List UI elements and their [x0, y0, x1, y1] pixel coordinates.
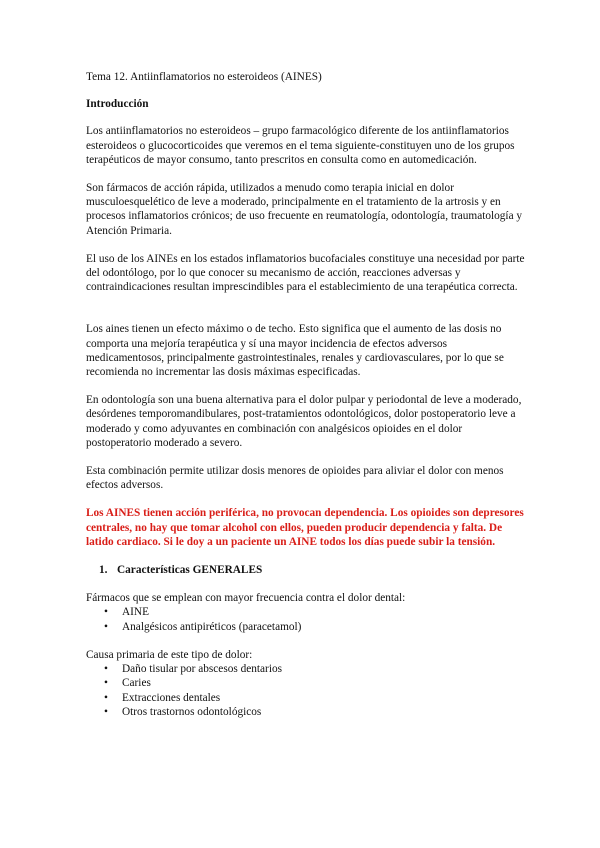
- document-page: [86, 70, 526, 733]
- paragraph-1: Los antiinflamatorios no esteroideos – grupo farmacológico diferente de los antiinflamatorios esteroideos o glucocorticoides que veremos en el tema siguiente-constituyen uno de los grupos terapéuticos de mayor consumo, tanto prescritos en consulta como en automedicación.: [86, 125, 515, 166]
- list-item: • Caries: [86, 676, 526, 690]
- document-title: Tema 12. Antiinflamatorios no esteroideos (AINES): [86, 71, 322, 83]
- spacer: [86, 308, 526, 322]
- paragraph-5: En odontología son una buena alternativa para el dolor pulpar y periodontal de leve a moderado, desórdenes temporomandibulares, post-tratamientos odontológicos, dolor postoperatorio leve a moderado y como adyuvantes en combinación con analgésicos opioides en el dolor postoperatorio moderado a severo.: [86, 394, 522, 449]
- list1-lead: Fármacos que se emplean con mayor frecuencia contra el dolor dental:: [86, 592, 406, 605]
- list-item: • Otros trastornos odontológicos: [86, 705, 526, 719]
- bullet-list-2: [86, 662, 526, 719]
- bullet-list-1: [86, 605, 526, 633]
- list2-lead: Causa primaria de este tipo de dolor:: [86, 648, 253, 661]
- list-item: • Analgésicos antipiréticos (paracetamol): [86, 620, 526, 634]
- list-item: • AINE: [86, 605, 526, 619]
- section-title: Características GENERALES: [117, 564, 263, 577]
- list-item: • Daño tisular por abscesos dentarios: [86, 662, 526, 676]
- intro-heading: Introducción: [86, 98, 149, 111]
- paragraph-3: El uso de los AINEs en los estados inflamatorios bucofaciales constituye una necesidad por parte del odontólogo, por lo que conocer su mecanismo de acción, reacciones adversas y contraindicaciones resultan imprescindibles para el establecimiento de una terapéutica correcta.: [86, 252, 525, 294]
- section-heading: [86, 563, 526, 577]
- list-item: • Extracciones dentales: [86, 691, 526, 705]
- paragraph-4: Los aines tienen un efecto máximo o de techo. Esto significa que el aumento de las dosis no comporta una mejoría terapéutica y sí una mayor incidencia de efectos adversos medicamentosos, principalmente gastrointestinales, renales y cardiovasculares, por lo que se recomienda no incrementar las dosis máximas especificadas.: [86, 323, 504, 379]
- paragraph-6: Esta combinación permite utilizar dosis menores de opioides para aliviar el dolor con menos efectos adversos.: [86, 465, 504, 492]
- paragraph-2: Son fármacos de acción rápida, utilizados a menudo como terapia inicial en dolor musculoesquelético de leve a moderado, principalmente en el tratamiento de la artrosis y en procesos inflamatorios crónicos; de uso frecuente en reumatología, odontología, traumatología y Atención Primaria.: [86, 182, 523, 237]
- highlight-note: Los AINES tienen acción periférica, no provocan dependencia. Los opioides son depresores centrales, no hay que tomar alcohol con ellos, pueden producir dependencia y falta. De latido cardiaco. Si le doy a un paciente un AINE todos los días puede subir la tensión.: [86, 507, 524, 548]
- section-number: 1.: [99, 564, 108, 577]
